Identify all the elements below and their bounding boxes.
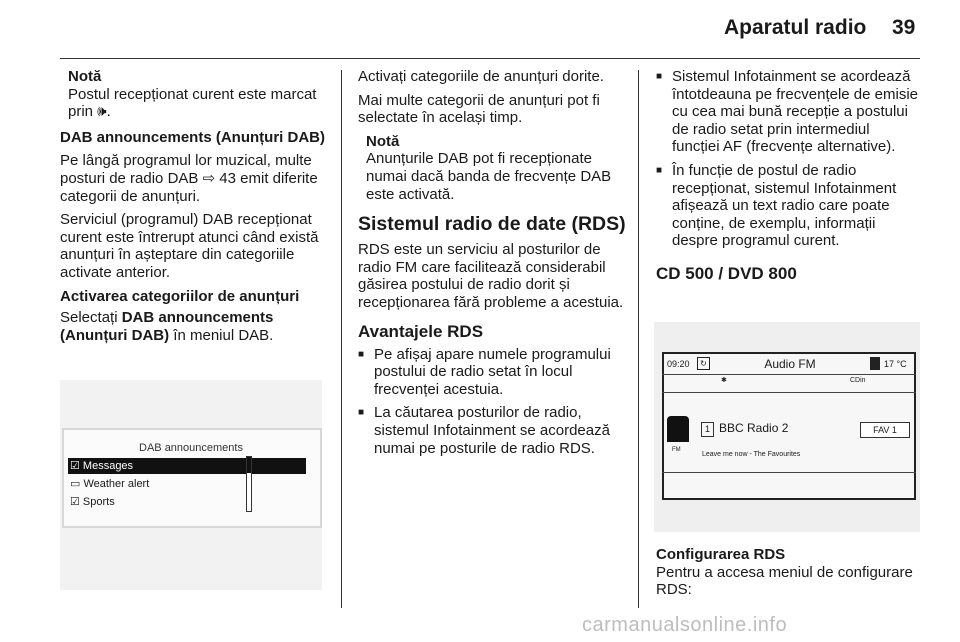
column-divider-2 — [638, 70, 639, 608]
dab-option-sports[interactable]: ☑ Sports — [70, 496, 115, 508]
list-item: ■ La căutarea posturilor de radio, sistemul Infotainment se acordează numai pe posturile de radio RDS. — [358, 404, 628, 457]
column-3-bottom — [656, 546, 920, 599]
dab-announcements-screen — [60, 380, 322, 590]
dab-scrollbar-thumb[interactable] — [247, 457, 251, 473]
activation-text-pre: Selectați — [60, 309, 122, 327]
dab-option-messages[interactable]: ☑ Messages — [68, 458, 306, 474]
column-3 — [656, 68, 920, 288]
note-box-2 — [358, 133, 628, 203]
dab-scrollbar[interactable] — [246, 456, 252, 512]
activation-text-post: în meniul DAB. — [169, 326, 274, 344]
advantages-list — [358, 346, 628, 458]
station-name: BBC Radio 2 — [719, 421, 789, 435]
screen-divider-mid — [662, 392, 916, 393]
refresh-icon: ↻ — [697, 357, 710, 370]
dab-heading: DAB announcements (Anunțuri DAB) — [60, 128, 325, 146]
band-label: FM — [672, 447, 681, 453]
temperature: 17 °C — [884, 359, 907, 369]
list-item: ■ În funcție de postul de radio recepționat, sistemul Infotainment afișează un text radio care poate conține, de exemplu, informații despre programul curent. — [656, 162, 920, 250]
dab-screen-title: DAB announcements — [139, 442, 243, 454]
activation-heading: Activarea categoriilor de anunțuri — [60, 287, 300, 305]
activation-menu-name: DAB announcements (Anunțuri DAB) — [60, 309, 274, 344]
note-text-2: Anunțurile DAB pot fi recepționate numai dacă banda de frecvențe DAB este activată. — [366, 150, 612, 203]
dab-paragraph-2: Serviciul (programul) DAB recepționat curent este întrerupt atunci când există anunțuri în așteptare din categoriile activate anterior. — [60, 211, 319, 281]
dab-option-weather-alert[interactable]: ▭ Weather alert — [70, 478, 150, 490]
radio-text: Leave me now - The Favourites — [702, 451, 801, 458]
header-divider — [60, 58, 920, 59]
rds-config-heading: Configurarea RDS — [656, 546, 786, 563]
activation-paragraph — [60, 309, 328, 344]
cd-dvd-heading: CD 500 / DVD 800 — [656, 263, 797, 283]
rds-heading: Sistemul radio de date (RDS) — [358, 213, 626, 236]
col2-paragraph-2: Mai multe categorii de anunțuri pot fi selectate în același timp. — [358, 91, 600, 127]
rds-config-paragraph: Pentru a accesa meniul de configurare RDS: — [656, 563, 913, 599]
note-text: Postul recepționat curent este marcat prin 🕪. — [68, 85, 317, 121]
cdin-label: CDin — [850, 377, 866, 384]
column-divider-1 — [341, 70, 342, 608]
advantages-heading: Avantajele RDS — [358, 321, 484, 341]
clock: 09:20 — [667, 359, 690, 369]
rds-paragraph: RDS este un serviciu al posturilor de radio FM care facilitează considerabil găsirea postului de radio dorit și recepționarea fără probleme a acestuia. — [358, 241, 624, 311]
list-item: ■ Sistemul Infotainment se acordează întotdeauna pe frecvențele de emisie cu cea mai bună recepție a postului de radio setat prin intermediul funcției AF (frecvențe alternative). — [656, 68, 920, 156]
col2-paragraph-1: Activați categoriile de anunțuri dorite. — [358, 68, 604, 85]
fav-button[interactable]: FAV 1 — [860, 422, 910, 438]
note-box — [60, 68, 328, 121]
preset-number: 1 — [701, 422, 714, 437]
dab-paragraph-1: Pe lângă programul lor muzical, multe posturi de radio DAB ⇨ 43 emit diferite categorii de anunțuri. — [60, 152, 318, 205]
page-number: 39 — [892, 16, 916, 39]
radio-tower-icon — [667, 416, 689, 442]
screen-title: Audio FM — [764, 357, 816, 371]
chapter-title: Aparatul radio — [724, 16, 867, 39]
note-title-2: Notă — [366, 132, 400, 150]
column-2 — [358, 68, 628, 463]
list-item: ■ Pe afișaj apare numele programului postului de radio setat în locul frecvenței acestuia. — [358, 346, 628, 399]
note-title: Notă — [68, 68, 102, 85]
rds-features-list — [656, 68, 920, 250]
watermark: carmanualsonline.info — [582, 614, 788, 636]
bluetooth-icon: ✱ — [721, 377, 727, 384]
column-1 — [60, 68, 328, 350]
temperature-icon — [870, 357, 880, 370]
screen-divider-top — [662, 374, 916, 375]
screen-divider-bottom — [662, 472, 916, 473]
